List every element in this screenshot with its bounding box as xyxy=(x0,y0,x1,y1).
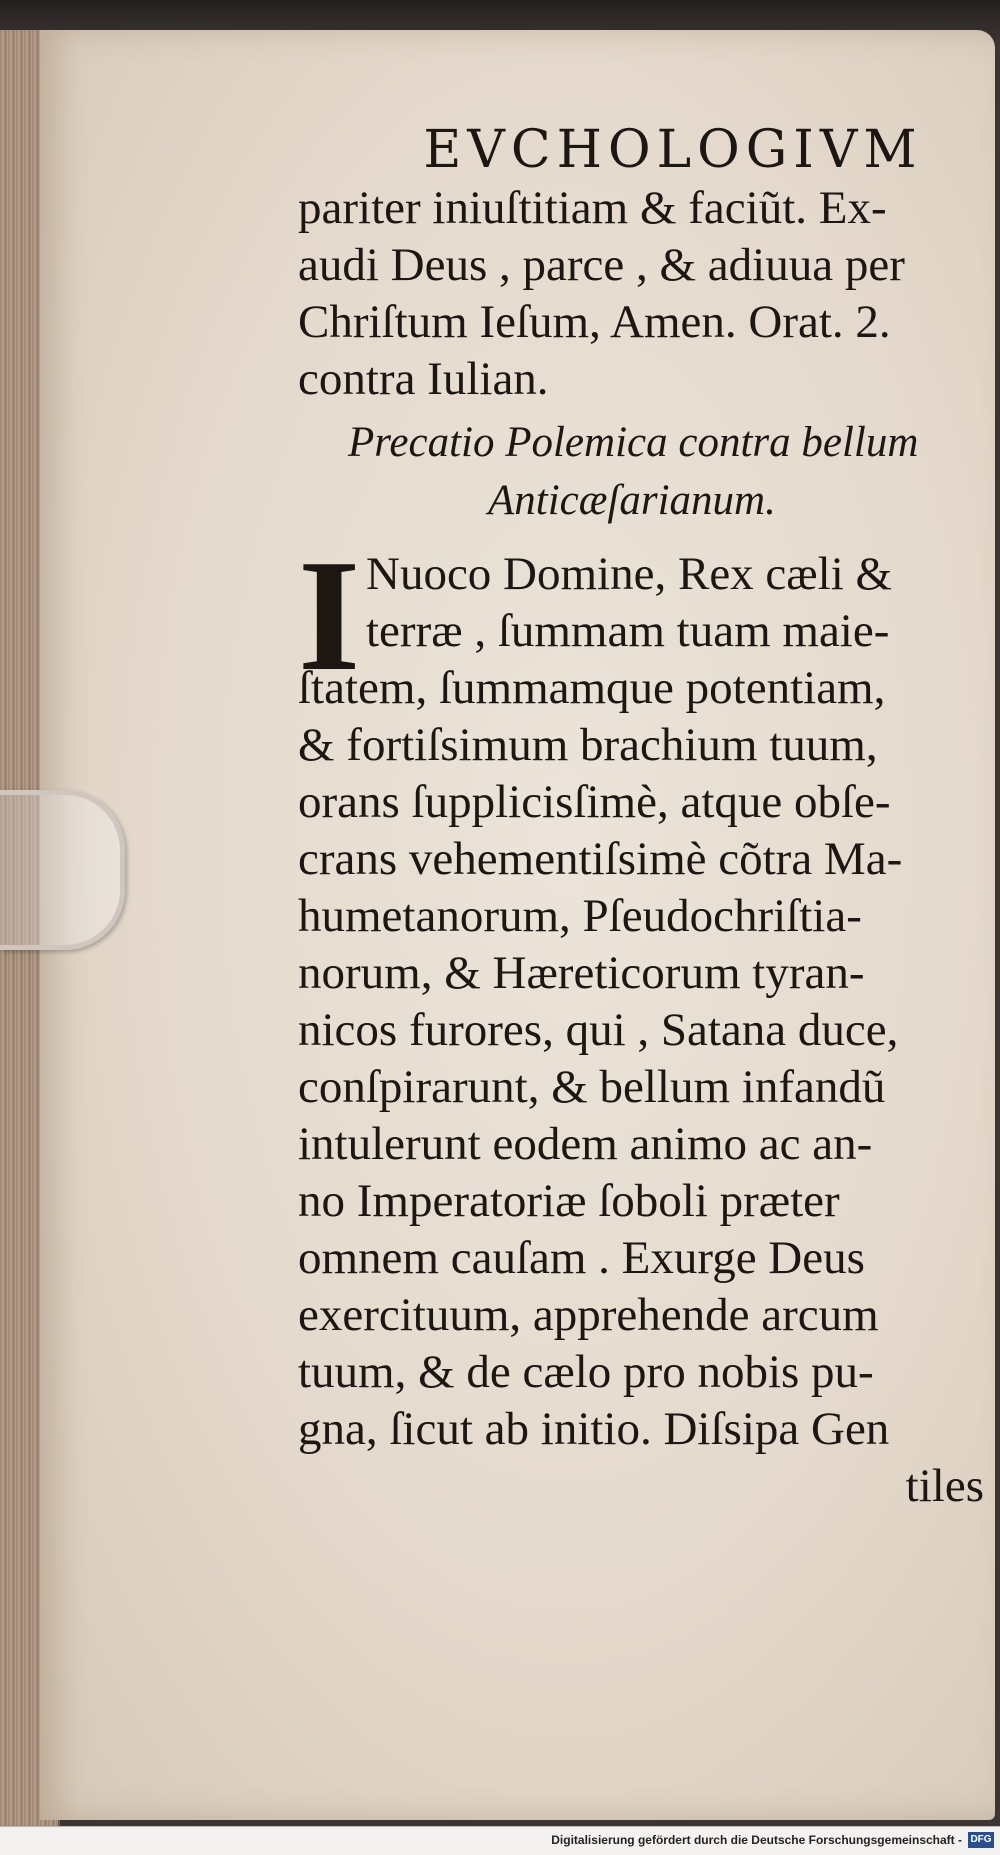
digitization-footer xyxy=(0,1826,1000,1855)
text-line: ſtatem, ſummamque potentiam, xyxy=(298,662,886,714)
text-line: contra Iulian. xyxy=(298,353,549,405)
text-line: humetanorum, Pſeudochriſtia- xyxy=(298,890,862,942)
text-line: omnem cauſam . Exurge Deus xyxy=(298,1232,865,1284)
text-line: audi Deus , parce , & adiuua per xyxy=(298,239,905,291)
prayer-body xyxy=(298,526,988,1515)
text-line: exercituum, apprehende arcum xyxy=(298,1289,879,1341)
prayer-heading-line2: Anticæſarianum. xyxy=(488,477,776,524)
text-line: terræ , ſummam tuam maie- xyxy=(366,605,890,657)
text-line: orans ſupplicisſimè, atque obſe- xyxy=(298,776,891,828)
catchword: tiles xyxy=(905,1460,984,1512)
text-line: intulerunt eodem animo ac an- xyxy=(298,1118,873,1170)
text-line: conſpirarunt, & bellum infandũ xyxy=(298,1061,886,1113)
text-line: crans vehementiſsimè cõtra Ma- xyxy=(298,833,903,885)
footer-credit: Digitalisierung gefördert durch die Deutsche Forschungsgemeinschaft - xyxy=(551,1833,962,1847)
text-line: nicos furores, qui , Satana duce, xyxy=(298,1004,899,1056)
text-line: no Imperatoriæ ſoboli præter xyxy=(298,1175,840,1227)
running-head: EVCHOLOGIVM xyxy=(423,120,923,180)
page-clip xyxy=(0,790,125,950)
drop-capital: I xyxy=(298,526,361,704)
text-line: gna, ſicut ab initio. Diſsipa Gen xyxy=(298,1403,890,1455)
text-line: pariter iniuſtitiam & faciũt. Ex- xyxy=(298,182,887,234)
prayer-heading-line1: Precatio Polemica contra bellum xyxy=(348,419,919,466)
text-line: norum, & Hæreticorum tyran- xyxy=(298,947,865,999)
text-line: Chriſtum Ieſum, Amen. Orat. 2. xyxy=(298,296,891,348)
text-line: tuum, & de cælo pro nobis pu- xyxy=(298,1346,874,1398)
text-line: & fortiſsimum brachium tuum, xyxy=(298,719,878,771)
continuation-text xyxy=(298,180,988,408)
page-text xyxy=(298,120,988,1515)
dfg-logo: DFG xyxy=(968,1832,994,1848)
text-line: Nuoco Domine, Rex cæli & xyxy=(366,548,893,600)
